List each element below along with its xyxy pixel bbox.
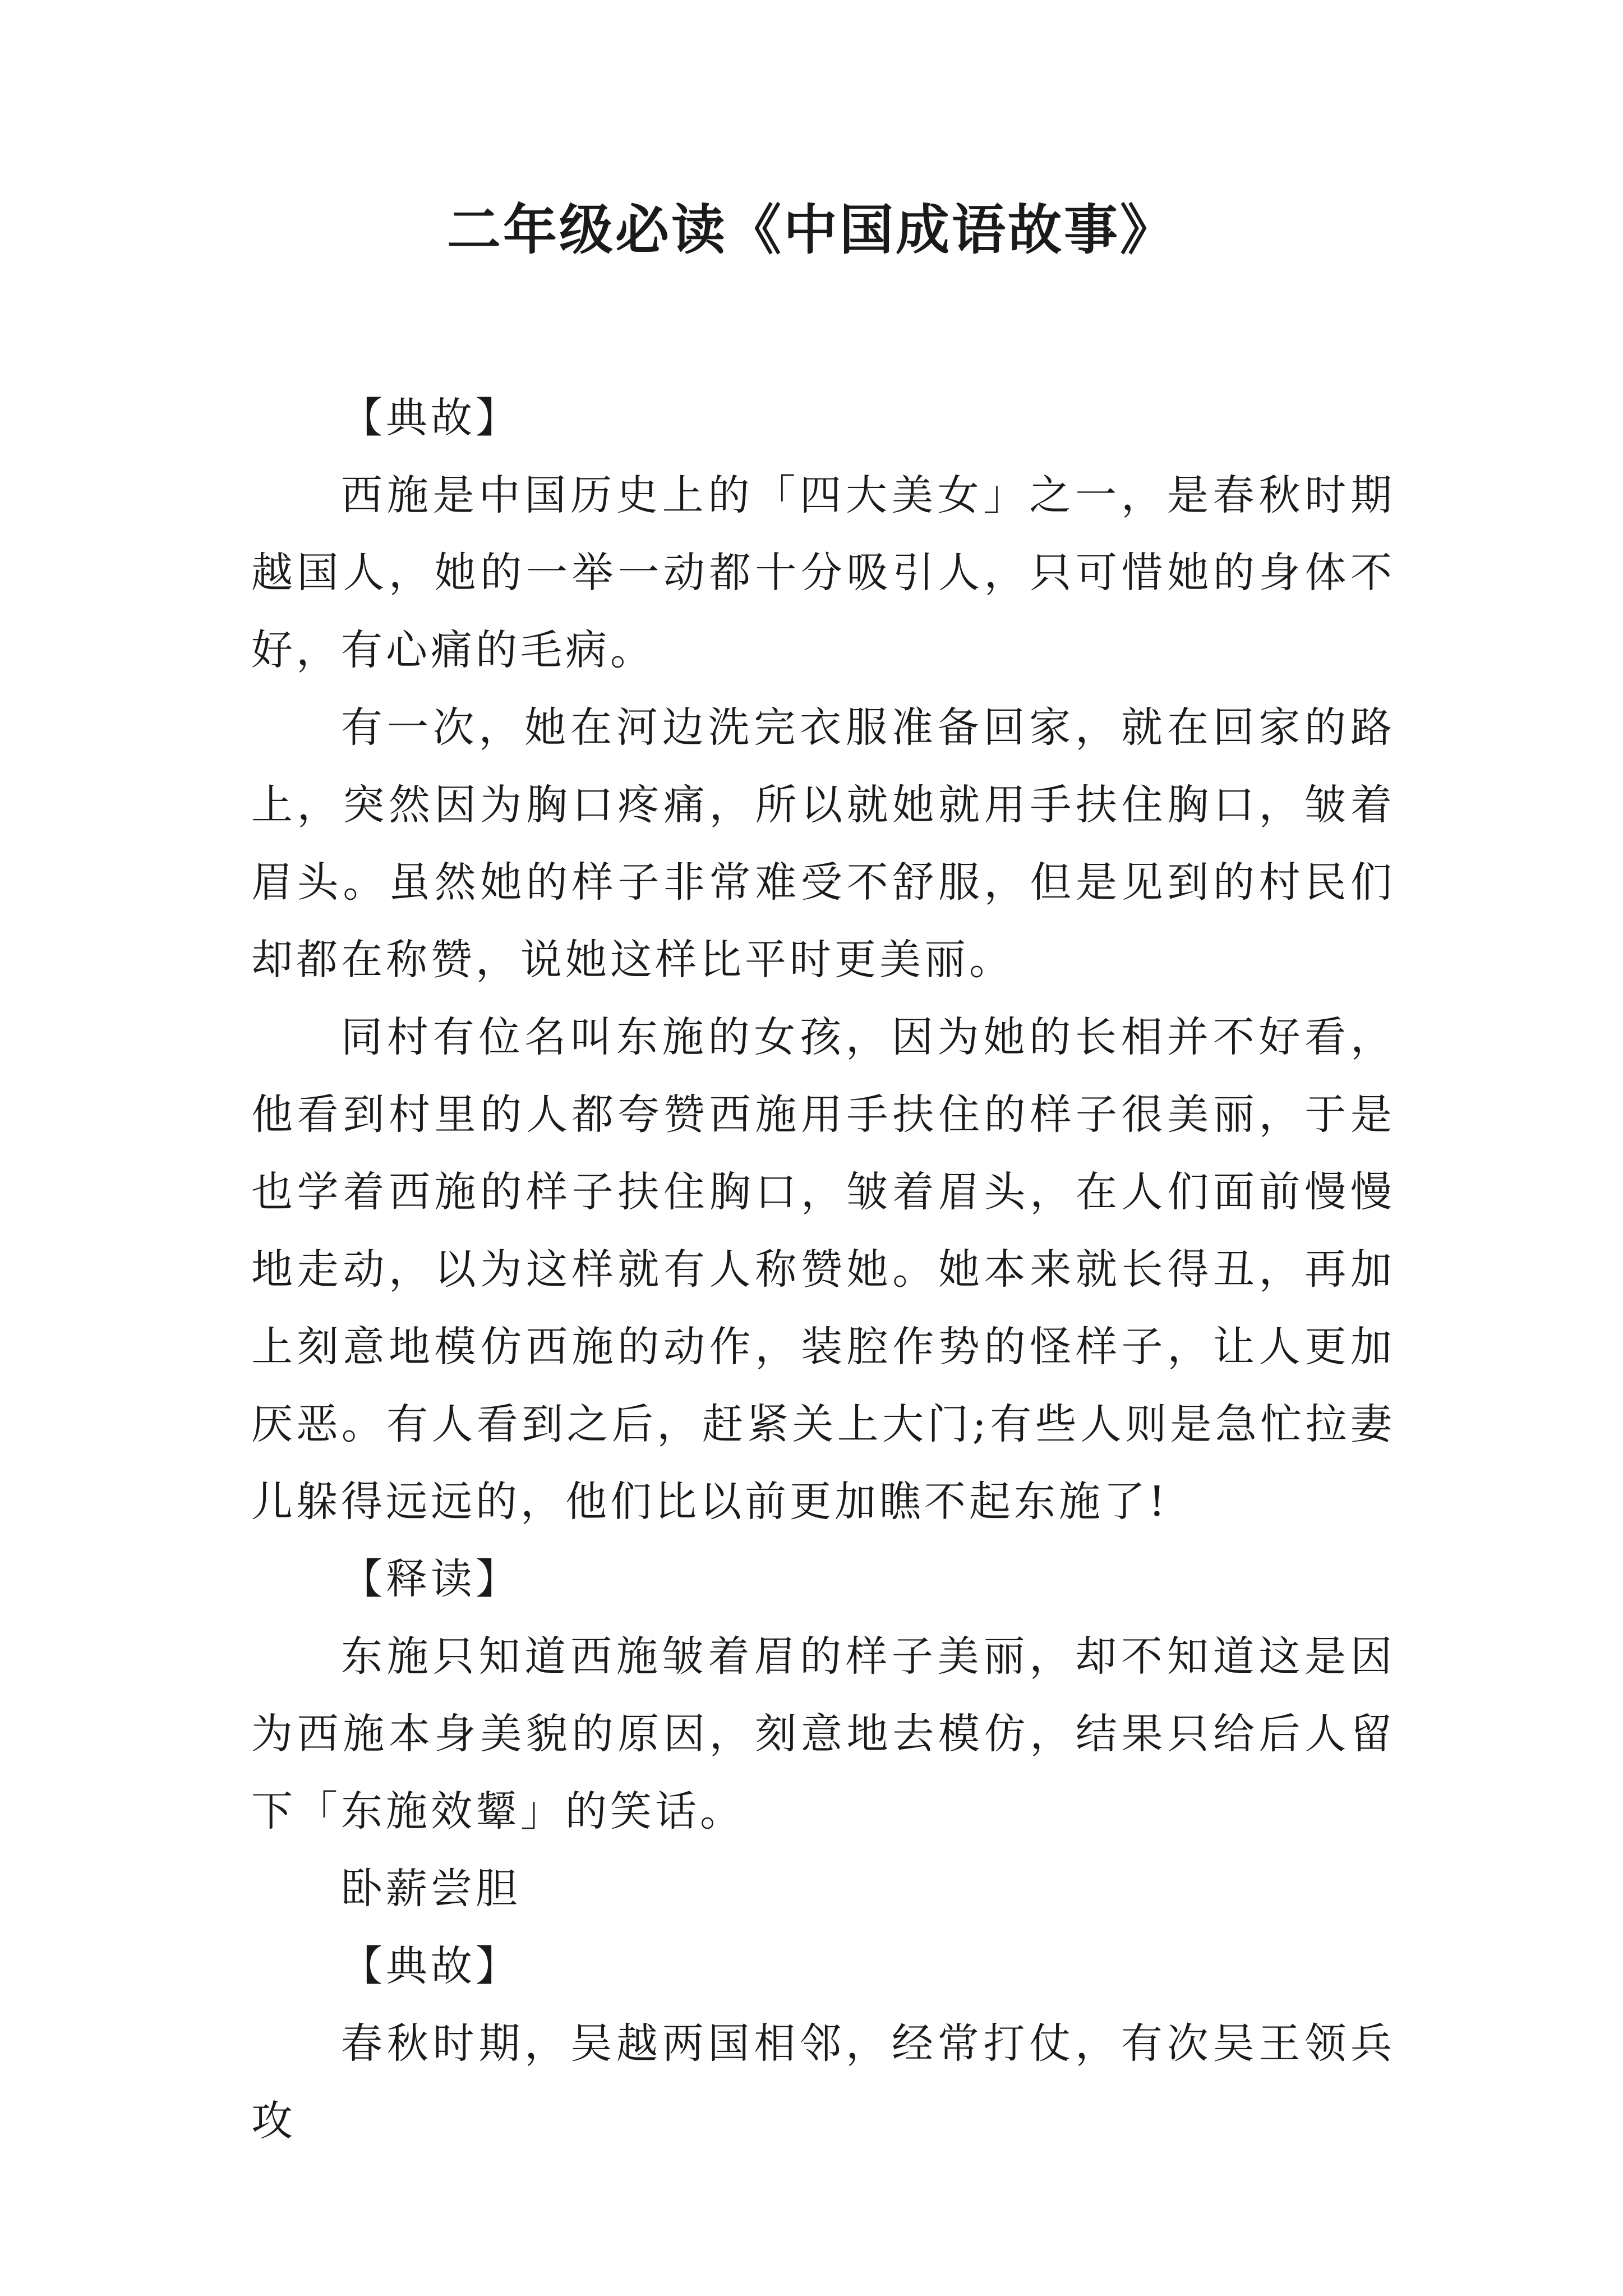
story-title: 卧薪尝胆 bbox=[341, 1865, 520, 1913]
paragraph: 西施是中国历史上的「四大美女」之一，是春秋时期越国人，她的一举一动都十分吸引人，只可惜她的身体不好，有心痛的毛病。 bbox=[251, 471, 1395, 674]
section-heading-allusion: 【典故】 bbox=[341, 394, 520, 442]
document-body bbox=[251, 379, 1395, 2160]
document-title: 二年级必读《中国成语故事》 bbox=[447, 199, 1176, 261]
paragraph: 东施只知道西施皱着眉的样子美丽，却不知道这是因为西施本身美貌的原因，刻意地去模仿，结果只给后人留下「东施效颦」的笑话。 bbox=[251, 1632, 1395, 1835]
section-heading-interpretation: 【释读】 bbox=[341, 1555, 520, 1603]
paragraph: 春秋时期，吴越两国相邻，经常打仗，有次吴王领兵攻 bbox=[251, 2019, 1395, 2145]
section-heading-allusion: 【典故】 bbox=[341, 1942, 520, 1990]
paragraph: 有一次，她在河边洗完衣服准备回家，就在回家的路上，突然因为胸口疼痛，所以就她就用手扶住胸口，皱着眉头。虽然她的样子非常难受不舒服，但是见到的村民们却都在称赞，说她这样比平时更美丽。 bbox=[251, 703, 1395, 984]
paragraph: 同村有位名叫东施的女孩，因为她的长相并不好看，他看到村里的人都夸赞西施用手扶住的样子很美丽，于是也学着西施的样子扶住胸口，皱着眉头，在人们面前慢慢地走动，以为这样就有人称赞她。她本来就长得丑，再加上刻意地模仿西施的动作，装腔作势的怪样子，让人更加厌恶。有人看到之后，赶紧关上大门;有些人则是急忙拉妻儿躲得远远的，他们比以前更加瞧不起东施了! bbox=[251, 1013, 1395, 1526]
